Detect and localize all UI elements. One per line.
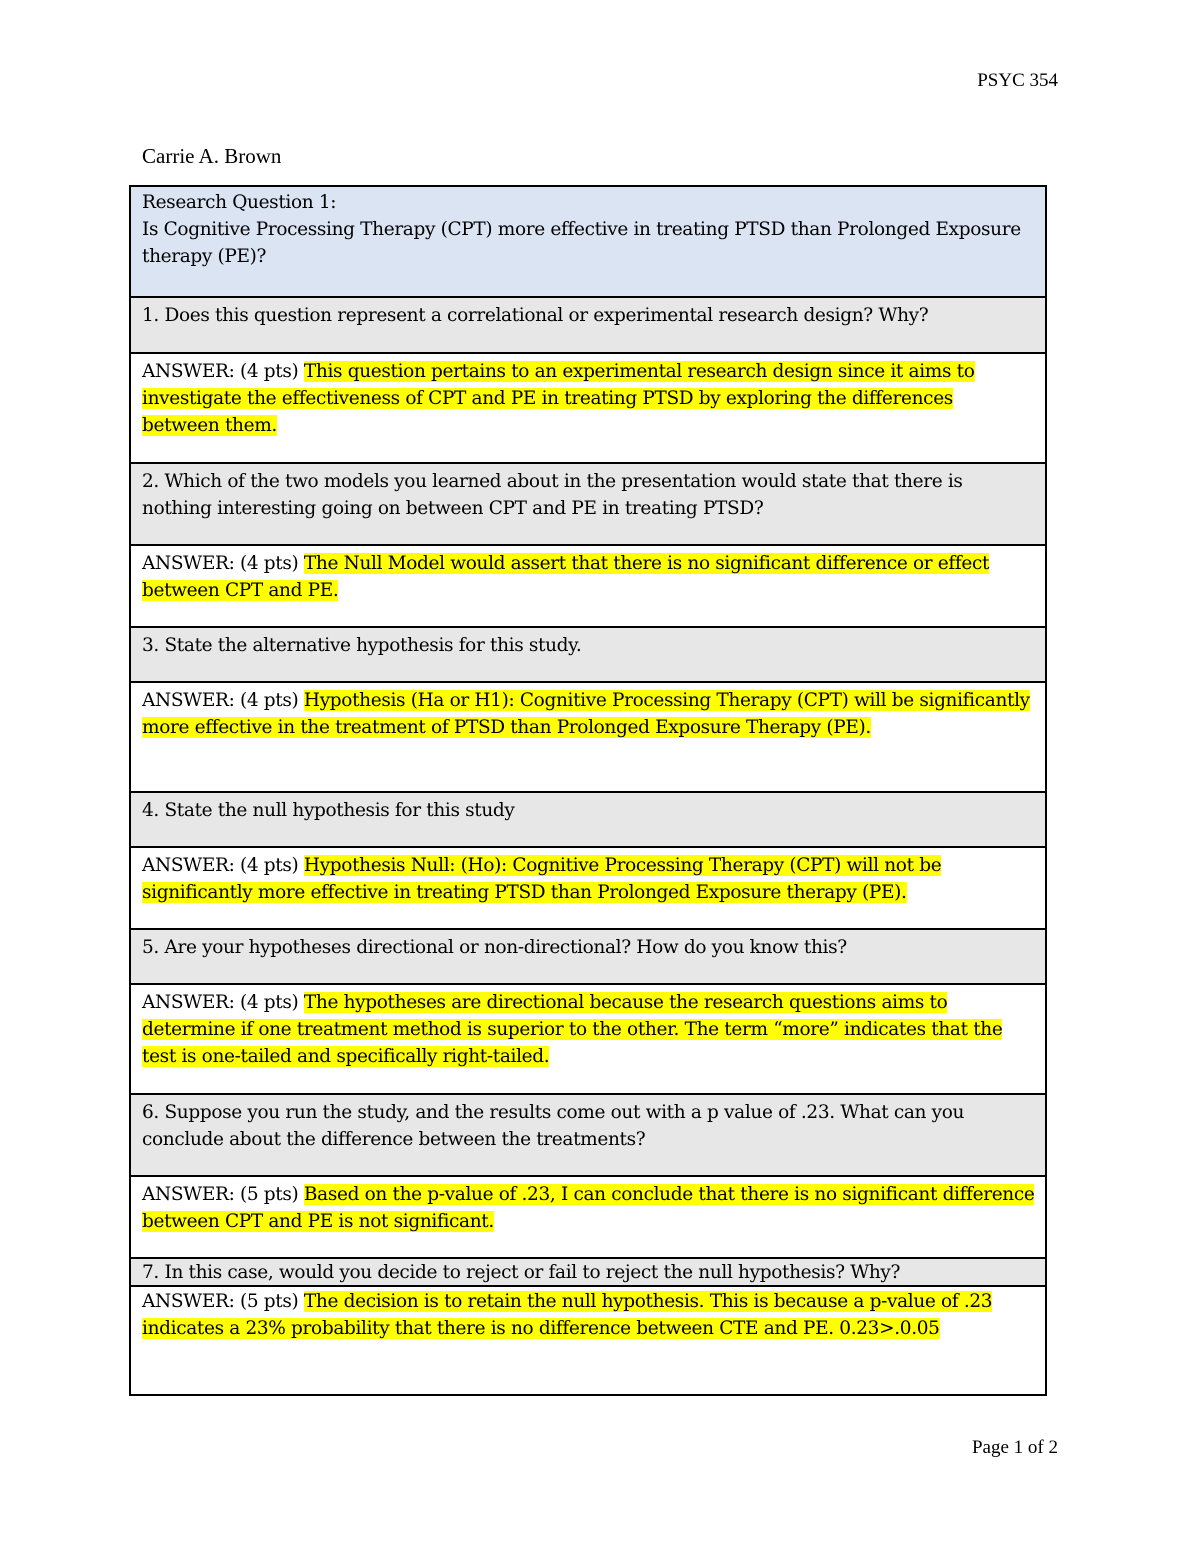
answer-text: Hypothesis Null: (Ho): Cognitive Processing Therapy (CPT) will not be significantly more effective in treating PTSD than Prolonged Exposure therapy (PE). xyxy=(142,855,942,903)
answer-1 xyxy=(131,354,1045,464)
research-question-label: Research Question 1: xyxy=(142,192,337,213)
answer-text: Hypothesis (Ha or H1): Cognitive Processing Therapy (CPT) will be significantly more effective in the treatment of PTSD than Prolonged Exposure Therapy (PE). xyxy=(142,690,1030,738)
answer-text: The hypotheses are directional because the research questions aims to determine if one treatment method is superior to the other. The term “more” indicates that the test is one-tailed and specifically right-tailed. xyxy=(142,992,1003,1067)
answer-3 xyxy=(131,683,1045,793)
question-4 xyxy=(131,793,1045,848)
question-table xyxy=(129,185,1047,1396)
answer-5 xyxy=(131,985,1045,1095)
question-text: 6. Suppose you run the study, and the results come out with a p value of .23. What can you conclude about the difference between the treatments? xyxy=(142,1102,965,1150)
research-question-text: Is Cognitive Processing Therapy (CPT) more effective in treating PTSD than Prolonged Exposure therapy (PE)? xyxy=(142,219,1021,267)
answer-text: This question pertains to an experimental research design since it aims to investigate the effectiveness of CPT and PE in treating PTSD by exploring the differences between them. xyxy=(142,361,975,436)
page-number: Page 1 of 2 xyxy=(971,1437,1058,1458)
answer-text: The decision is to retain the null hypothesis. This is because a p-value of .23 indicates a 23% probability that there is no difference between CTE and PE. 0.23>.0.05 xyxy=(142,1291,993,1339)
question-text: 2. Which of the two models you learned about in the presentation would state that there is nothing interesting going on between CPT and PE in treating PTSD? xyxy=(142,471,963,519)
question-6 xyxy=(131,1095,1045,1177)
answer-4 xyxy=(131,848,1045,930)
question-1 xyxy=(131,298,1045,354)
answer-prefix: ANSWER: (5 pts) xyxy=(142,1184,299,1205)
answer-prefix: ANSWER: (4 pts) xyxy=(142,855,299,876)
answer-prefix: ANSWER: (4 pts) xyxy=(142,690,299,711)
answer-prefix: ANSWER: (5 pts) xyxy=(142,1291,299,1312)
answer-7 xyxy=(131,1287,1045,1394)
author-name: Carrie A. Brown xyxy=(142,144,282,168)
answer-prefix: ANSWER: (4 pts) xyxy=(142,361,299,382)
answer-prefix: ANSWER: (4 pts) xyxy=(142,553,299,574)
question-text: 1. Does this question represent a correlational or experimental research design? Why? xyxy=(142,305,929,326)
question-text: 5. Are your hypotheses directional or non-directional? How do you know this? xyxy=(142,937,847,958)
answer-prefix: ANSWER: (4 pts) xyxy=(142,992,299,1013)
answer-6 xyxy=(131,1177,1045,1259)
answer-text: Based on the p-value of .23, I can conclude that there is no significant difference between CPT and PE is not significant. xyxy=(142,1184,1035,1232)
question-text: 7. In this case, would you decide to reject or fail to reject the null hypothesis? Why? xyxy=(142,1262,901,1283)
question-text: 4. State the null hypothesis for this study xyxy=(142,800,515,821)
course-code: PSYC 354 xyxy=(977,70,1058,91)
question-text: 3. State the alternative hypothesis for this study. xyxy=(142,635,582,656)
research-question-cell xyxy=(131,187,1045,298)
question-7 xyxy=(131,1259,1045,1287)
answer-2 xyxy=(131,546,1045,628)
question-3 xyxy=(131,628,1045,683)
answer-text: The Null Model would assert that there is no significant difference or effect between CPT and PE. xyxy=(142,553,990,601)
question-2 xyxy=(131,464,1045,546)
question-5 xyxy=(131,930,1045,985)
